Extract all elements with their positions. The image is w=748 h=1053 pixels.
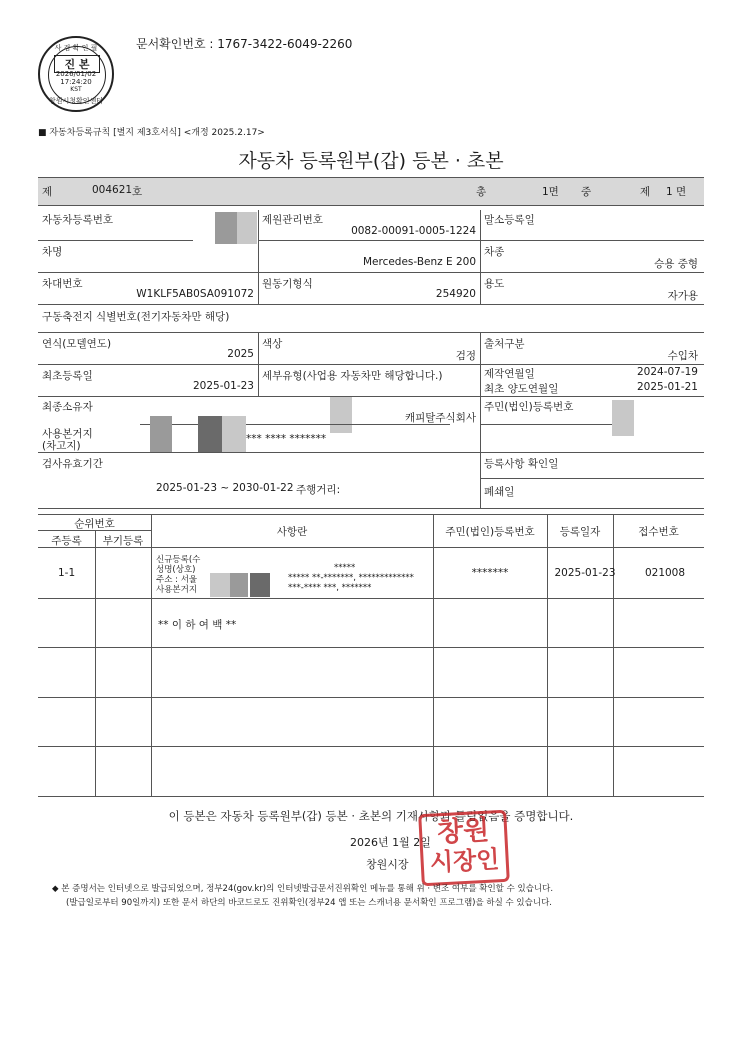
doc-confirm-number: 문서확인번호 : 1767-3422-6049-2260 bbox=[136, 37, 353, 51]
notice-line-2: (발급일로부터 90일까지) 또한 문서 하단의 바코드로도 진위확인(정부24 앱 또는 스캐너용 문서확인 프로그램)을 하실 수 있습니다. bbox=[66, 898, 552, 908]
notice-line-1: ◆ 본 증명서는 인터넷으로 발급되었으며, 정부24(gov.kr)의 인터넷발급문서진위확인 메뉴를 통해 위 · 변조 여부를 확인할 수 있습니다. bbox=[52, 884, 554, 894]
owner-value: 캐피탈주식회사 bbox=[404, 412, 476, 424]
redacted-address-3 bbox=[222, 416, 246, 452]
header-total-label: 총 bbox=[476, 186, 487, 198]
issuer-name: 창원시장 bbox=[366, 858, 409, 871]
color-label: 색상 bbox=[262, 338, 283, 350]
confirm-date-label: 등록사항 확인일 bbox=[484, 458, 559, 470]
seal-time: 17:24:20 bbox=[60, 78, 92, 86]
redacted-address-1 bbox=[150, 416, 172, 452]
redacted-reg-no bbox=[215, 212, 237, 244]
row-receipt-no: 021008 bbox=[644, 567, 686, 579]
redacted-row-1 bbox=[210, 573, 230, 597]
scrap-date-label: 폐쇄일 bbox=[484, 486, 515, 498]
inspection-label: 검사유효기간 bbox=[42, 458, 103, 470]
first-reg-label: 최초등록일 bbox=[42, 370, 93, 382]
model-name-label: 차명 bbox=[42, 246, 63, 258]
mgmt-no-label: 제원관리번호 bbox=[262, 214, 323, 226]
end-of-records-mark: ** 이 하 여 백 ** bbox=[158, 619, 237, 631]
biz-type-label: 세부유형(사업용 자동차만 해당합니다.) bbox=[262, 370, 443, 382]
header-no-value: 004621 bbox=[92, 184, 133, 196]
color-value: 검정 bbox=[455, 350, 476, 362]
redacted-row-2 bbox=[230, 573, 248, 597]
redacted-id-no bbox=[612, 400, 634, 436]
main-reg-header: 주등록 bbox=[51, 535, 82, 547]
header-page-value: 1 면 bbox=[666, 186, 687, 198]
official-seal bbox=[418, 810, 510, 887]
header-total-suffix: 중 bbox=[581, 186, 592, 198]
sub-reg-header: 부기등록 bbox=[102, 535, 144, 547]
usage-label: 용도 bbox=[484, 278, 505, 290]
page-title: 자동차 등록원부(갑) 등본 · 초본 bbox=[238, 150, 504, 172]
vehicle-type-label: 차종 bbox=[484, 246, 505, 258]
inspection-value: 2025-01-23 ~ 2030-01-22 bbox=[156, 482, 294, 494]
transfer-date-label: 최초 양도연월일 bbox=[484, 383, 559, 395]
base-value: *** **** ******* bbox=[246, 433, 327, 445]
battery-label: 구동축전지 식별번호(전기자동차만 해당) bbox=[42, 311, 230, 323]
seal-bottom-text: 창원시청확인센터 bbox=[48, 97, 104, 105]
regulation-line: ■ 자동차등록규칙 [별지 제3호서식] <개정 2025.2.17> bbox=[38, 128, 265, 138]
official-seal-line-1: 창원 bbox=[436, 814, 490, 849]
origin-value: 수입차 bbox=[667, 350, 698, 362]
official-seal-line-2: 시장인 bbox=[429, 845, 501, 877]
redacted-address-2 bbox=[198, 416, 222, 452]
header-no-suffix: 호 bbox=[132, 186, 143, 198]
id-no-header: 주민(법인)등록번호 bbox=[445, 526, 535, 538]
reg-no-label: 자동차등록번호 bbox=[42, 214, 114, 226]
seal-center-text: 진 본 bbox=[54, 55, 100, 73]
year-label: 연식(모델연도) bbox=[42, 338, 112, 350]
row-line-2: 성명(상호) bbox=[156, 565, 196, 575]
base-label-2: (차고지) bbox=[42, 440, 81, 452]
header-page-label: 제 bbox=[640, 186, 651, 198]
row-masked-2: ***** **-*******, ************* bbox=[288, 573, 414, 583]
mileage-label: 주행거리: bbox=[296, 484, 341, 496]
header-total-value: 1면 bbox=[542, 186, 559, 198]
vehicle-type-value: 승용 중형 bbox=[654, 258, 698, 270]
header-no-label: 제 bbox=[42, 186, 53, 198]
certification-statement: 이 등본은 자동차 등록원부(갑) 등본 · 초본의 기재사항과 틀림없음을 증명합니다. bbox=[168, 809, 574, 823]
origin-label: 출처구분 bbox=[484, 338, 525, 350]
cancel-date-label: 말소등록일 bbox=[484, 214, 535, 226]
row-line-4: 사용본거지 bbox=[156, 585, 198, 595]
mgmt-no-value: 0082-00091-0005-1224 bbox=[351, 225, 476, 237]
reg-date-header: 등록일자 bbox=[559, 526, 601, 538]
year-value: 2025 bbox=[227, 348, 254, 360]
order-number-header: 순위번호 bbox=[74, 518, 115, 530]
seal-date: 2026/01/02 bbox=[55, 70, 97, 78]
vin-value: W1KLF5AB0SA091072 bbox=[136, 288, 254, 300]
engine-label: 원동기형식 bbox=[262, 278, 313, 290]
transfer-date-value: 2025-01-21 bbox=[636, 381, 698, 393]
verification-seal bbox=[38, 36, 114, 112]
receipt-no-header: 접수번호 bbox=[638, 526, 679, 538]
seal-tz: KST bbox=[70, 86, 82, 93]
redacted-reg-no-2 bbox=[237, 212, 257, 244]
issue-date: 2026년 1월 2일 bbox=[350, 836, 431, 849]
matter-header: 사항란 bbox=[276, 526, 308, 538]
usage-value: 자가용 bbox=[667, 290, 698, 302]
vin-label: 차대번호 bbox=[42, 278, 83, 290]
made-date-value: 2024-07-19 bbox=[636, 366, 698, 378]
id-no-label: 주민(법인)등록번호 bbox=[484, 401, 574, 413]
row-order: 1-1 bbox=[58, 567, 76, 579]
row-line-1: 신규등록(수 bbox=[156, 555, 201, 565]
engine-value: 254920 bbox=[435, 288, 476, 300]
owner-label: 최종소유자 bbox=[42, 401, 93, 413]
redacted-row-3 bbox=[250, 573, 270, 597]
row-masked-1: ***** bbox=[334, 563, 356, 573]
made-date-label: 제작연월일 bbox=[484, 368, 535, 380]
row-masked-3: ***-**** ***, ******* bbox=[288, 583, 372, 593]
row-line-3: 주소 : 서울 bbox=[156, 575, 198, 585]
row-reg-date: 2025-01-23 bbox=[554, 567, 616, 579]
row-id-no: ******* bbox=[471, 567, 509, 579]
first-reg-value: 2025-01-23 bbox=[192, 380, 254, 392]
seal-top-text: 사 검 확 인 필 bbox=[54, 44, 98, 52]
base-label-1: 사용본거지 bbox=[42, 428, 93, 440]
model-name-value: Mercedes-Benz E 200 bbox=[362, 256, 476, 268]
